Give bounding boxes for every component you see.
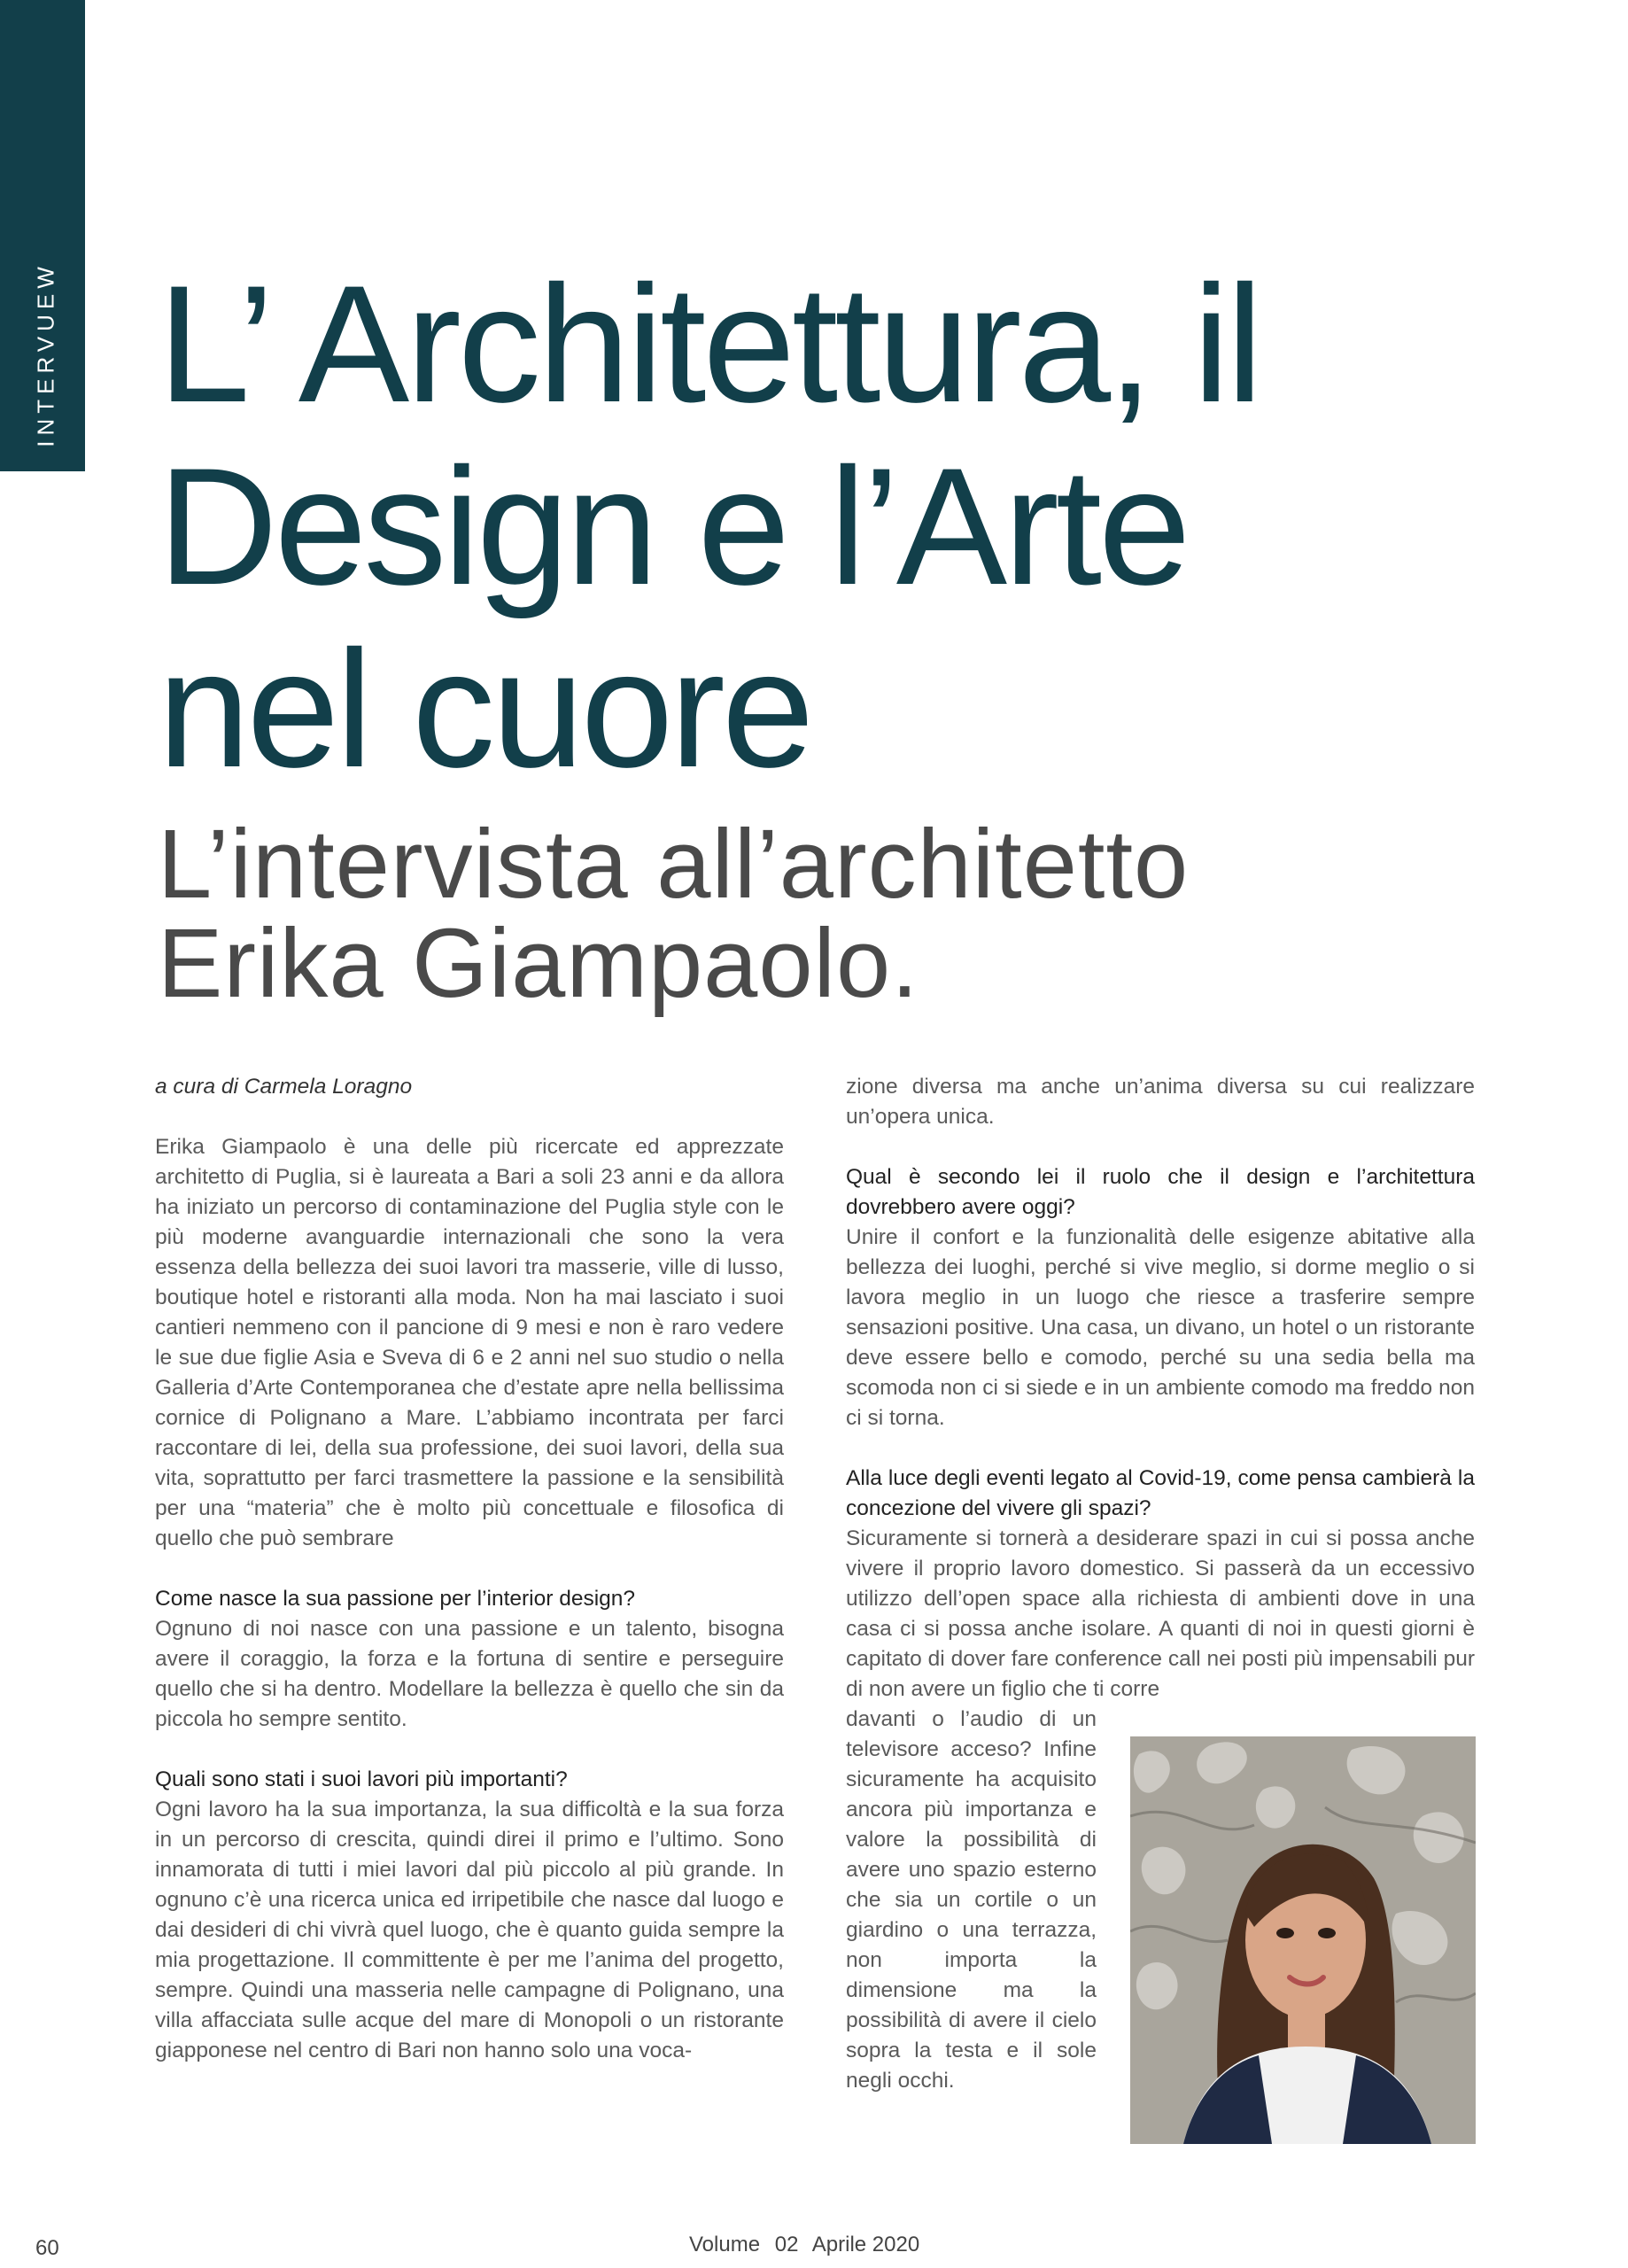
question: Qual è secondo lei il ruolo che il design e l’architettura dovrebbero avere oggi?: [846, 1165, 1475, 1219]
answer-wrapped-text: davanti o l’audio di un televisore acceso? Infine sicuramente ha acquisito ancora più importanza e valore la possibilità di avere uno spazio esterno che sia un cortile o un giardino o una terrazza, non importa la dimensione ma la possibilità di avere il cielo sopra la testa e il sole negli occhi.: [846, 1707, 1097, 2093]
issue-info: [689, 2233, 928, 2257]
answer: Sicuramente si tornerà a desiderare spazi in cui si possa anche vivere il proprio lavoro domestico. Si passerà da un eccessivo utilizzo dell’open space alla richiesta di ambienti dove in una casa ci si possa anche isolare. A quanti di noi in questi giorni è capitato di dover fare conference call nei posti più impensabili pur di non avere un figlio che ti corre: [846, 1526, 1475, 1701]
title-line: nel cuore: [158, 616, 811, 802]
qa-block: [155, 1765, 784, 2066]
section-label: INTERVUEW: [32, 261, 59, 447]
subtitle-line: L’intervista all’architetto: [158, 810, 1190, 919]
question: Come nasce la sua passione per l’interior design?: [155, 1587, 636, 1611]
qa-block: [846, 1162, 1475, 1433]
answer: Unire il confort e la funzionalità delle esigenze abitative alla bellezza dei luoghi, perché si vive meglio, si dorme meglio o si lavora meglio in un luogo che riesce a trasferire sempre sensazioni positive. Una casa, un divano, un hotel o un ristorante deve essere bello e comodo, perché su una sedia bella ma scomoda non ci si siede e in un ambiente comodo ma freddo non ci si torna.: [846, 1225, 1475, 1430]
title-line: L’ Architettura, il: [158, 251, 1260, 437]
answer: Ognuno di noi nasce con una passione e un talento, bisogna avere il coraggio, la forza e la fortuna di sentire e perseguire quello che si ha dentro. Modellare la bellezza è quello che sin da piccola ho sempre sentito.: [155, 1617, 784, 1731]
question: Quali sono stati i suoi lavori più importanti?: [155, 1767, 568, 1791]
subtitle-line: Erika Giampaolo.: [158, 909, 919, 1018]
page-number: 60: [35, 2236, 59, 2260]
byline: a cura di Carmela Loragno: [155, 1075, 413, 1099]
question: Alla luce degli eventi legato al Covid-19, come pensa cambierà la concezione del vivere gli spazi?: [846, 1466, 1475, 1520]
portrait-photo: [1130, 1736, 1476, 2144]
qa-block: [155, 1584, 784, 1735]
left-column: [155, 1072, 784, 2096]
section-tab: [0, 0, 85, 471]
continued-paragraph: zione diversa ma anche un’anima diversa su cui realizzare un’opera unica.: [846, 1075, 1475, 1129]
title-line: Design e l’Arte: [158, 433, 1188, 619]
intro-paragraph: Erika Giampaolo è una delle più ricercate ed apprezzate architetto di Puglia, si è laureata a Bari a soli 23 anni e da allora ha iniziato un percorso di contaminazione del Puglia style con le più moderne avanguardie internazionali che sono la vera essenza della bellezza dei suoi lavori tra masserie, ville di lusso, boutique hotel e ristoranti alla moda. Non ha mai lasciato i suoi cantieri nemmeno con il pancione di 9 mesi e non è raro vedere le sue due figlie Asia e Sveva di 6 e 2 anni nel suo studio o nella Galleria d’Arte Contemporanea che d’estate apre nella bellissima cornice di Polignano a Mare. L’abbiamo incontrata per farci raccontare di lei, della sua professione, dei suoi lavori, della sua vita, soprattutto per farci trasmettere la passione e la sensibilità per una “materia” che è molto più concettuale e filosofica di quello che può sembrare: [155, 1135, 784, 1550]
volume-label: Volume: [689, 2233, 761, 2256]
qa-block: [846, 1464, 1475, 1705]
article-subtitle: [158, 810, 1539, 1018]
volume-number: 02: [774, 2233, 799, 2256]
article-title: [158, 252, 1539, 800]
answer: Ogni lavoro ha la sua importanza, la sua difficoltà e la sua forza in un percorso di crescita, quindi direi il primo e l’ultimo. Sono innamorata di tutti i miei lavori dal più piccolo al più grande. In ognuno c’è una ricerca unica ed irripetibile che nasce dal luogo e dai desideri di chi vivrà quel luogo, che è quanto guida sempre la mia progettazione. Il committente è per me l’anima del progetto, sempre. Quindi una masseria nelle campagne di Polignano, una villa affacciata sulle acque del mare di Monopoli o un ristorante giapponese nel centro di Bari non hanno solo una voca-: [155, 1798, 784, 2062]
issue-date: Aprile 2020: [811, 2233, 920, 2256]
